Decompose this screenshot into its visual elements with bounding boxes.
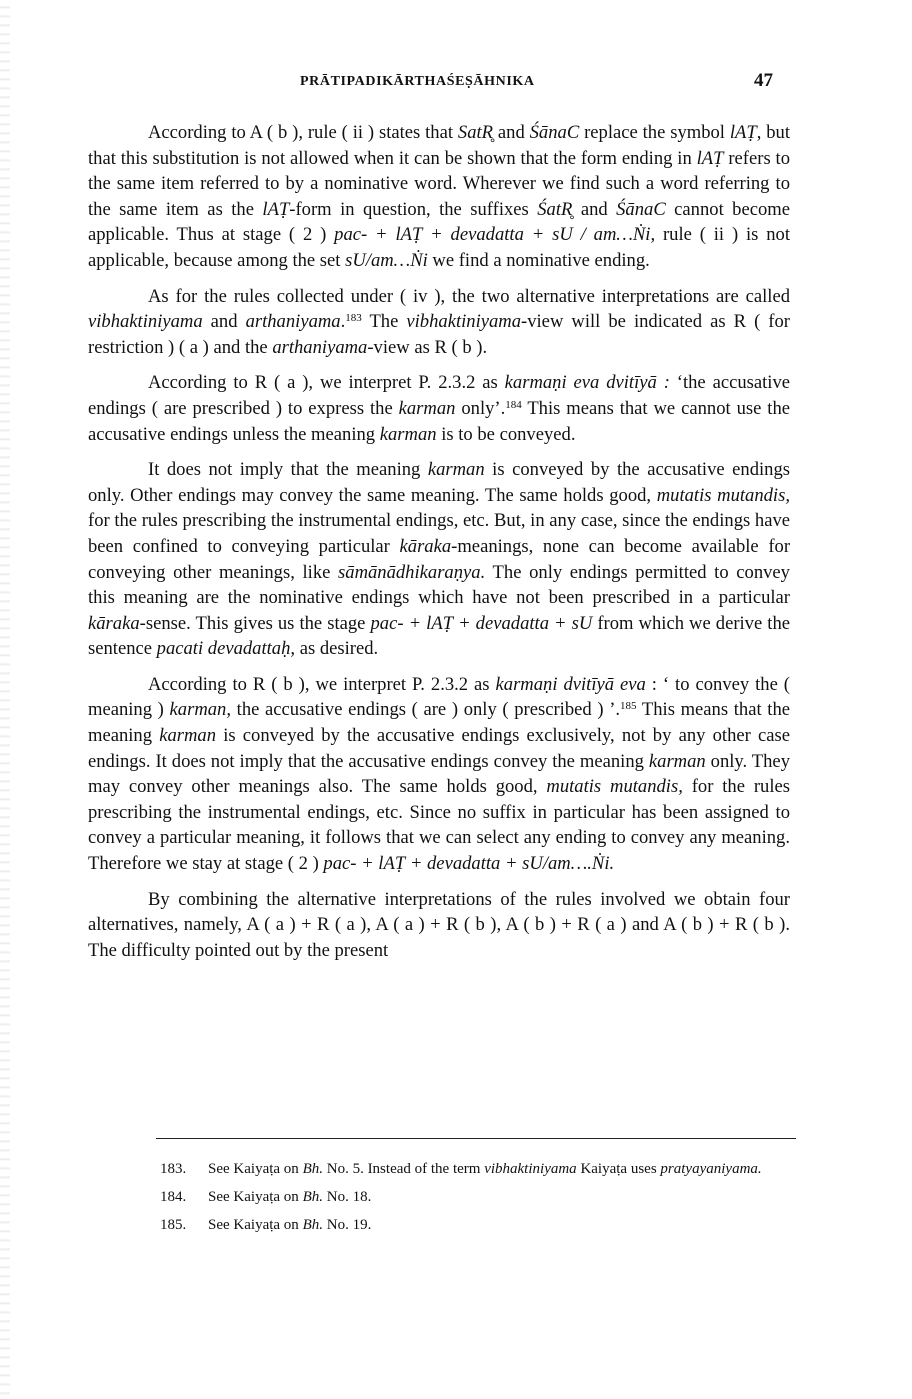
main-text (88, 120, 790, 973)
footnote-185: 185. See Kaiyaṭa on Bh. No. 19. (160, 1217, 372, 1233)
footnote-183: 183. See Kaiyaṭa on Bh. No. 5. Instead of the term vibhaktiniyama Kaiyaṭa uses pratyayaniyama. (160, 1161, 762, 1177)
footnote-ref-183[interactable]: 183 (345, 312, 362, 325)
footnotes (94, 1156, 794, 1240)
scan-edge-artifact (0, 0, 10, 1399)
page-number: 47 (754, 70, 773, 91)
paragraph-6: By combining the alternative interpretations of the rules involved we obtain four alternatives, namely, A ( a ) + R ( a ), A ( a ) + R ( b ), A ( b ) + R ( a ) and A ( b ) + R ( b ). The difficulty pointed out by the present (88, 888, 790, 961)
footnote-184: 184. See Kaiyaṭa on Bh. No. 18. (160, 1189, 372, 1205)
running-title: PRĀTIPADIKĀRTHAŚEṢĀHNIKA (300, 74, 535, 89)
paragraph-1: According to A ( b ), rule ( ii ) states that SatR̥ and ŚānaC replace the symbol lAṬ, but that this substitution is not allowed when it can be shown that the form ending in lAṬ refers to the same item referred to by a nominative word. Wherever we find such a word referring to the same item as the lAṬ-form in question, the suffixes ŚatR̥ and ŚānaC cannot become applicable. Thus at stage ( 2 ) pac- + lAṬ + devadatta + sU / am…Ṅi, rule ( ii ) is not applicable, because among the set sU/am…Ṅi we find a nominative ending. (88, 122, 791, 271)
paragraph-4: It does not imply that the meaning karman is conveyed by the accusative endings only. Other endings may convey the same meaning. The same holds good, mutatis mutandis, for the rules prescribing the instrumental endings, etc. But, in any case, since the endings have been confined to conveying particular kāraka-meanings, none can become available for conveying other meanings, like sāmānādhikaraṇya. The only endings permitted to convey this meaning are the nominative endings which have not been prescribed in a particular kāraka-sense. This gives us the stage pac- + lAṬ + devadatta + sU from which we derive the sentence pacati devadattaḥ, as desired. (88, 459, 791, 660)
footnote-ref-185[interactable]: 185 (620, 700, 637, 713)
footnote-ref-184[interactable]: 184 (505, 398, 522, 411)
paragraph-2: As for the rules collected under ( iv ), the two alternative interpretations are called vibhaktiniyama and arthaniyama.$^{183}$ The vibhaktiniyama-view will be indicated as R ( for restriction ) ( a ) and the arthaniyama-view as R ( b ). (88, 285, 790, 358)
paragraph-3: According to R ( a ), we interpret P. 2.3.2 as karmaṇi eva dvitīyā : ‘the accusative endings ( are prescribed ) to express the karman only’.$^{184}$ This means that we cannot use the accusative endings unless the meaning karman is to be conveyed. (88, 372, 790, 445)
footnote-separator (156, 1138, 796, 1139)
paragraph-5: According to R ( b ), we interpret P. 2.3.2 as karmaṇi dvitīyā eva : ‘ to convey the ( meaning ) karman, the accusative endings ( are ) only ( prescribed ) ’.$^{185}$ This means that the meaning karman is conveyed by the accusative endings exclusively, not by any other case endings. It does not imply that the accusative endings convey the meaning karman only. They may convey other meanings also. The same holds good, mutatis mutandis, for the rules prescribing the instrumental endings, etc. Since no suffix in particular has been assigned to convey a particular meaning, it follows that we can select any ending to convey any meaning. Therefore we stay at stage ( 2 ) pac- + lAṬ + devadatta + sU/am….Ṅi. (88, 673, 791, 875)
